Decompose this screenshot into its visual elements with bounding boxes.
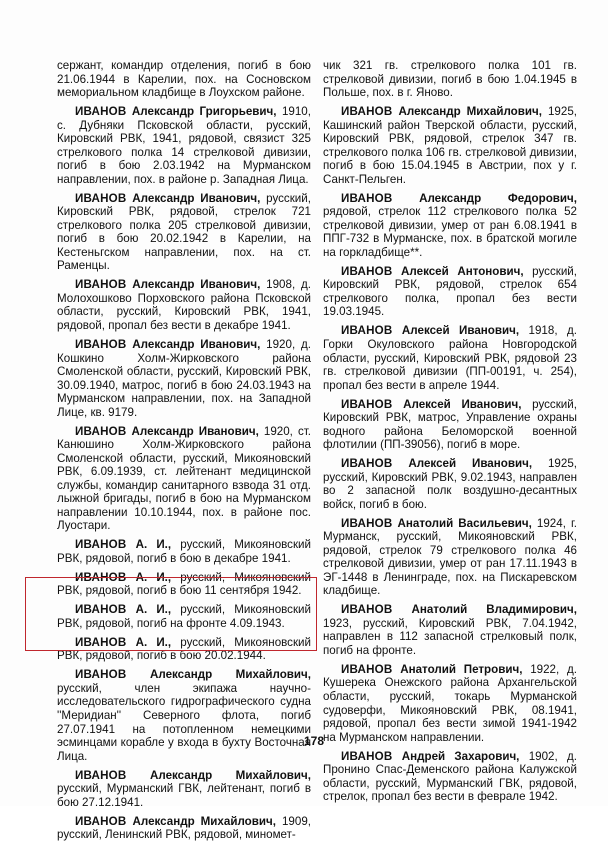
entry-surname: ИВАНОВ <box>341 457 393 471</box>
entry <box>57 538 311 565</box>
entry <box>323 750 577 804</box>
entry-surname: ИВАНОВ <box>75 424 127 438</box>
entry-text: 1920, ст. Канюшино Холм-Жирковского района Смоленской области, русский, Микояновский РВК, 6.09.1939, ст. лейтенант медицинской службы, командир санитарного взвода 31 отд. лыжной бригады, погиб в бою на Мурманском направлении 10.10.1944, пох. в районе пос. Луостари. <box>57 424 311 533</box>
entry <box>323 517 577 598</box>
entry-continuation <box>323 59 577 100</box>
entry-text: сержант, командир отделения, погиб в бою 21.06.1944 в Карелии, пох. на Сосновском мемориальном кладбище в Лоухском районе. <box>57 59 311 100</box>
entry-surname: ИВАНОВ <box>75 570 127 584</box>
entry-text: русский, Микояновский РВК, рядовой, погиб в бою в декабре 1941. <box>57 538 311 565</box>
entry-given-name: Алексей Иванович, <box>401 324 520 338</box>
entry <box>323 192 577 260</box>
entry-given-name: А. И., <box>135 603 172 617</box>
entry-given-name: Алексей Антонович, <box>401 264 524 278</box>
entry-surname: ИВАНОВ <box>341 749 393 763</box>
entry-surname: ИВАНОВ <box>75 538 127 552</box>
entry-surname: ИВАНОВ <box>75 814 127 828</box>
entry-given-name: Анатолий Васильевич, <box>397 516 532 530</box>
entry-text: рядовой, стрелок 112 стрелкового полка 52 стрелковой дивизии, умер от ран 6.08.1941 в ППГ-732 в Мурманске, пох. в братской могиле на горкладбище**. <box>323 205 577 259</box>
entry-text: 1924, г. Мурманск, русский, Микояновский РВК, рядовой, стрелок 79 стрелкового полка 46 стрелковой дивизии, умер от ран 17.11.1943 в ЭГ-1448 в Ленинграде, пох. на Пискаревском кладбище. <box>323 516 577 598</box>
entry-given-name: Александр Иванович, <box>132 337 261 351</box>
entry-text: русский, Микояновский РВК, рядовой, погиб в бою 11 сентября 1942. <box>57 570 311 598</box>
entry <box>323 105 577 186</box>
entry <box>57 603 311 630</box>
entry-surname: ИВАНОВ <box>341 603 393 617</box>
entry-given-name: Александр Григорьевич, <box>131 105 277 119</box>
entry-surname: ИВАНОВ <box>75 337 127 351</box>
entry-given-name: Александр Михайлович, <box>398 105 542 119</box>
entry-surname: ИВАНОВ <box>341 264 393 278</box>
entry-surname: ИВАНОВ <box>341 516 393 530</box>
entry-given-name: Александр Иванович, <box>132 278 261 292</box>
entry-surname: ИВАНОВ <box>75 105 127 119</box>
entry-given-name: Александр Михайлович, <box>150 768 311 782</box>
entry-given-name: Алексей Иванович, <box>408 457 533 471</box>
entry-given-name: Анатолий Владимирович, <box>411 603 577 617</box>
entry-text: 1925, Кашинский район Тверской области, русский, Кировский РВК, рядовой, стрелок 347 гв. стрелкового полка 106 гв. стрелковой дивизии, погиб в бою 15.04.1945 в Австрии, пох у г. Санкт-Пельген. <box>323 105 577 186</box>
entry-text: 1908, д. Молохошково Порховского района Псковской области, русский, Кировский РВК, 1941, рядовой, пропал без вести в декабре 1941. <box>57 278 311 333</box>
entry-surname: ИВАНОВ <box>75 635 127 649</box>
entry-text: русский, Мурманский ГВК, лейтенант, погиб в бою 27.12.1941. <box>57 782 311 809</box>
entry <box>57 278 311 332</box>
entry-text: 1923, русский, Кировский РВК, 7.04.1942, направлен в 112 запасной стрелковый полк, погиб на фронте. <box>323 616 577 657</box>
entry <box>323 324 577 392</box>
entry <box>57 769 311 810</box>
entry-text: русский, Микояновский РВК, рядовой, погиб в бою 20.02.1944. <box>57 635 311 663</box>
entry-continuation <box>57 59 311 100</box>
entry-highlighted <box>57 668 311 763</box>
entry-given-name: Алексей Иванович, <box>403 397 522 411</box>
entry-text: 1920, д. Кошкино Холм-Жирковского района Смоленской области, русский, Кировский РВК, 30.09.1940, матрос, погиб в бою 24.03.1943 на Мурманском направлении, пох. на Западной Лице, кв. 9179. <box>57 337 311 419</box>
entry <box>323 603 577 657</box>
entry-text: 1922, д. Кушерека Онежского района Архангельской области, русский, токарь Мурманской судоверфи, Микояновский РВК, 08.1941, рядовой, пропал без вести зимой 1941-1942 на Мурманском направлении. <box>323 662 577 744</box>
entry <box>57 192 311 273</box>
entry <box>323 265 577 319</box>
entry-text: русский, член экипажа научно-исследовательского гидрографического судна ''Меридиан'' Северного флота, погиб 27.07.1941 на потопленном немецкими эсминцами корабле у входа в бухту Восточная Лица. <box>57 681 311 763</box>
entry-given-name: А. И., <box>135 538 172 552</box>
entry-surname: ИВАНОВ <box>341 191 393 205</box>
entry <box>57 425 311 533</box>
entry <box>323 398 577 452</box>
entry-surname: ИВАНОВ <box>341 105 393 119</box>
entry-text: чик 321 гв. стрелкового полка 101 гв. стрелковой дивизии, погиб в бою 1.04.1945 в Польше, пох. в г. Яново. <box>323 59 577 100</box>
entry-text: 1925, русский, Кировский РВК, 9.02.1943, направлен во 2 запасной полк воздушно-десантных войск, погиб в бою. <box>323 457 577 511</box>
entry-surname: ИВАНОВ <box>75 768 127 782</box>
entry-given-name: А. И., <box>135 570 172 584</box>
entry-given-name: А. И., <box>135 635 172 649</box>
entry <box>323 663 577 744</box>
entry-given-name: Александр Михайлович, <box>132 814 276 828</box>
entry <box>57 338 311 419</box>
entry-text: 1909, русский, Ленинский РВК, рядовой, миномет- <box>57 814 311 842</box>
entry-text: 1910, с. Дубняки Псковской области, русский, Кировский РВК, 1941, рядовой, связист 325 стрелкового полка 14 стрелковой дивизии, погиб в бою 2.03.1942 на Мурманском направлении, пох. в районе р. Западная Лица. <box>57 105 311 186</box>
entry <box>57 571 311 598</box>
entry-text: русский, Кировский РВК, рядовой, стрелок 654 стрелкового полка, пропал без вести 19.03.1945. <box>323 264 577 319</box>
entry-text: русский, Кировский РВК, рядовой, стрелок 721 стрелкового полка 205 стрелковой дивизии, погиб в бою 20.02.1942 в Карелии, на Кестеньгском направлении, пох. на ст. Раменцы. <box>57 191 311 273</box>
entry <box>57 636 311 663</box>
entry-surname: ИВАНОВ <box>75 603 127 617</box>
entry-text: русский, Микояновский РВК, рядовой, погиб на фронте 4.09.1943. <box>57 603 311 630</box>
entry-text: 1902, д. Пронино Спас-Деменского района Калужской области, русский, Мурманский ГВК, рядовой, стрелок, пропал без вести в феврале 1942. <box>323 749 577 804</box>
entry-given-name: Александр Михайлович, <box>150 668 311 682</box>
entry-given-name: Александр Иванович, <box>131 424 259 438</box>
entry-surname: ИВАНОВ <box>75 191 127 205</box>
entry <box>323 457 577 511</box>
entry-text: 1918, д. Горки Окуловского района Новгородской области, русский, Кировский РВК, рядовой 23 гв. стрелковой дивизии (ПП-00191, ч. 254), пропал без вести в апреле 1944. <box>323 324 577 392</box>
entry-given-name: Андрей Захарович, <box>401 749 520 763</box>
entry-given-name: Александр Федорович, <box>419 191 577 205</box>
entry <box>57 815 311 842</box>
entry-text: русский, Кировский РВК, матрос, Управление охраны водного района Беломорской военной флотилии (ПП-39056), погиб в море. <box>323 397 577 452</box>
right-column <box>323 59 577 809</box>
entry-surname: ИВАНОВ <box>341 662 393 676</box>
entry-surname: ИВАНОВ <box>75 668 127 682</box>
entry-surname: ИВАНОВ <box>341 324 393 338</box>
left-column <box>57 59 311 847</box>
entry <box>57 105 311 186</box>
entry-given-name: Анатолий Петрович, <box>400 662 523 676</box>
entry-surname: ИВАНОВ <box>75 278 127 292</box>
entry-surname: ИВАНОВ <box>341 397 393 411</box>
entry-given-name: Александр Иванович, <box>132 191 261 205</box>
page-number: 178 <box>303 734 325 748</box>
